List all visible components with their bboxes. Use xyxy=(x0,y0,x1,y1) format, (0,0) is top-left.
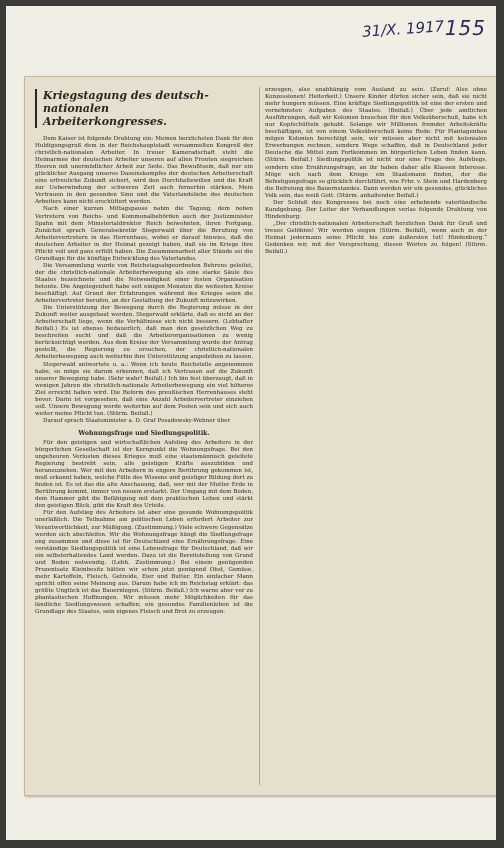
paragraph: Nach einer kurzen Mittagspause nahm die Tagung, dem neben Vertretern von Reichs- und Kommunalbehörden auch der Justizminister Spahn mit dem Ministerialdirektor Reich beiwohnten, ihren Fortgang. Zunächst sprach Generalsekretär Stegerwald über die Berufung von Arbeitervertretern in das Herrenhaus, wobei er darauf hinwies, daß die deutschen Arbeiter in der Heimat gezeigt haben, daß sie im Kriege ihre Pflicht voll und ganz erfüllt haben. Die Zusammenarbeit aller Stände sei die Grundlage für die künftige Entwicklung des Vaterlandes. xyxy=(35,206,253,262)
paragraph: erzeugen, also unabhängig vom Ausland zu sein. (Zuruf: Also ohne Konzessionen! Heiterkeit.) Unsere Kinder dürfen sicher sein, daß sie nicht mehr hungern müssen. Eine kräftige Siedlungspolitik ist eine der ersten und vornehmsten Aufgaben des Staates. (Beifall.) Über jede amtlichen Ausführungen, daß wir Kolonien brauchen für den Volksüberschuß, habe ich nur Kopfschütteln gehabt. Solange wir Millionen fremder Arbeitskräfte beschäftigen, ist von einem Volksüberschuß keine Rede. Für Plantagenbau mögen Kolonien berechtigt sein, wir müssen aber nicht mit kolonialen Erwerbungen rechnen, sondern Wege schaffen, daß in Deutschland jeder Deutsche die Mittel zum Fortkommen im bürgerlichen Leben finden kann. (Stürm. Beifall.) Siedlungspolitik ist nicht nur eine Frage des Aufstiegs, sondern eine Ernährungsfrage, an ihr haben daher alle Klassen Interesse. Möge sich nach dem Kriege ein Staatsmann finden, der die Befestigungsfrage so glücklich durchführt, wie Frhr. v. Stein und Hardenberg die Befreiung des Bauernstandes. Dann werden wir ein gesundes, glückliches Volk sein, das weiß Gott. (Stürm. anhaltender Beifall.) xyxy=(265,87,487,199)
archive-sheet xyxy=(6,6,496,840)
file-number: 155 xyxy=(444,16,486,40)
article-headline xyxy=(35,89,253,128)
left-column xyxy=(35,87,253,787)
paragraph: Darauf sprach Staatsminister a. D. Graf Posadowsky-Wehner über xyxy=(43,417,231,424)
paragraph: Stegerwald antwortete u. a.: Wenn ich heute Reichstelle angenommen habe, so möge sie darum erkennen, daß ich Vertrauen auf die Zukunft unserer Bewegung habe. (Sehr wahr! Beifall.) Ich bin fest überzeugt, daß in wenigen Jahren die christlich-nationale Arbeiterbewegung ein viel höheres Ziel erreicht haben wird. Die Reform des preußischen Herrenhauses steht bevor. Darin ist vorgesehen, daß eine Anzahl Arbeitervertreter einziehen soll. Unsere Bewegung werde weiterhin auf dem Posten sein und sich auch weiter meine Pflicht tun. (Stürm. Beifall.) xyxy=(35,361,253,417)
paragraph: Die Versammlung wurde von Reichstagsabgeordneten Behrens geleitet, der die christlich-nationale Arbeiterbewegung als eine starke Säule des Staates bezeichnete und die Notwendigkeit einer festen Organisation betonte. Die Angelegenheit habe seit einigen Monaten die weitesten Kreise beschäftigt. Auf Grund der Erfahrungen während des Krieges seien die Arbeitervertreter berufen, an der Gestaltung der Zukunft mitzuwirken. xyxy=(35,262,253,305)
handwritten-date: 31/X. 1917 xyxy=(361,17,445,41)
paragraph: Für den Aufstieg des Arbeiters ist aber eine gesunde Wohnungspolitik unerläßlich. Die Teilnahme am politischen Leben erfordert Arbeiter zur Verantwortlichkeit, zur Mäßigung. (Zustimmung.) Viele schwere Gegensätze werden sich abschleifen. Wir die Wohnungsfrage hängt die Siedlungsfrage eng zusammen und diese ist für Deutschland eine Ernährungsfrage. Eine verständige Siedlungspolitik ist eine Lebensfrage für Deutschland, daß wir ein selbsterhaltendes Land werden. Dazu ist die Bereitstellung von Grund und Boden notwendig. (Lebh. Zustimmung.) Bei einem genügenden Prozentsatz Kleinbesitz hätten wir schon jetzt genügend Obst, Gemüse, mehr Kartoffeln, Fleisch, Getreide, Eier und Butter. Ein einfacher Mann spricht offen seine Meinung aus. Darum habe ich im Reichstag erklärt: das größte Unglück ist das Bauernlegen. (Stürm. Beifall.) Ich warne aber vor zu phantastischen Hoffnungen. Wir müssen mehr Möglichkeiten für das ländliche Siedlungswesen schaffen; ein gesundes Familienleben ist die Grundlage des Staates, sein eigenes Fleisch und Brot zu erzeugen. xyxy=(35,510,253,616)
section-subhead: Wohnungsfrage und Siedlungspolitik. xyxy=(78,429,210,437)
newspaper-clipping xyxy=(24,76,496,796)
right-column xyxy=(265,87,487,787)
column-divider xyxy=(259,87,260,785)
paragraph: Der Schluß des Kongresses bei noch eine erhebende vaterländische Kundgebung. Der Leiter der Verhandlungen verlas folgende Drahtung von Hindenburg: xyxy=(265,199,487,220)
paragraph: Die Unterstützung der Bewegung durch die Regierung müsse in der Zukunft weiter ausgebaut werden. Stegerwald erklärte, daß es nicht an der Arbeiterschaft liege, wenn die Verhältnisse sich nicht bessern. (Lebhafter Beifall.) Es ist ebenso bedauerlich, daß man den gesetzlichen Weg zu beschreiten sucht und daß die Arbeiterorganisationen zu wenig berücksichtigt werden. Aus dem Kreise der Versammlung wurde der Antrag gestellt, die Regierung zu ersuchen, der christlich-nationalen Arbeiterbewegung auch weiterhin ihre Unterstützung angedeihen zu lassen. xyxy=(35,305,253,361)
headline-line-2: Arbeiterkongresses. xyxy=(43,115,167,128)
paragraph: „Der christlich-nationalen Arbeiterschaft herzlichen Dank für Gruß und treues Gelöbnis! Wir werden siegen (Stürm. Beifall), wenn auch in der Heimat jedermann seine Pflicht bis zum äußersten tut! Hindenburg.“ Gedenken wir, mit der Versprechung, diesen Worten zu folgen! (Stürm. Beifall.) xyxy=(265,220,487,256)
paragraph: Dem Kaiser ist folgende Drahtung ein: Meinen herzlichsten Dank für den Huldigungsgruß dem in der Reichshauptstadt versammelten Kongreß der christlich-nationalen Arbeiter. In treuer Kameradschaft steht die Heimarmee der deutschen Arbeiter unseren auf allen Fronten siegreichen Heeren mit unermüdlicher Arbeit zur Seite. Das Bewußtsein, daß nur ein glücklicher Ausgang unseres Daseinskampfes der deutschen Arbeiterschaft eine erfreuliche Zukunft sichert, wird den Durchhaltewillen und die Kraft zur Ueberwindung der schweren Zeit auch fernerhin stärken. Mein Vertrauen in den gesunden Sinn und die Vaterlandsliebe des deutschen Arbeiters kann nicht erschüttert werden. xyxy=(35,136,253,206)
paragraph: Für den geistigen und wirtschaftlichen Aufstieg des Arbeiters in der bürgerlichen Gesellschaft ist der Kernpunkt die Wohnungsfrage. Bei den ungeheuren Verlusten dieses Krieges muß eine staatsmännisch geleitete Regierung bestrebt sein, alle geistigen Kräfte auszubilden und heranzuziehen. Wer mit den Arbeitern in engere Berührung gekommen ist, muß erkannt haben, welche Fülle des Wissens und geistiger Bildung dort zu finden ist. Es ist das die alte Anschauung, daß, wer mit der Mutter Erde in Berührung kommt, immer von neuem erstarkt. Der Umgang mit dem Boden, dem Hammer gibt die Befähigung mit dem praktischen Leben und stärkt den geistigen Blick, gibt die Kraft des Urteils. xyxy=(35,439,253,510)
headline-line-1: Kriegstagung des deutsch-nationalen xyxy=(43,89,209,115)
